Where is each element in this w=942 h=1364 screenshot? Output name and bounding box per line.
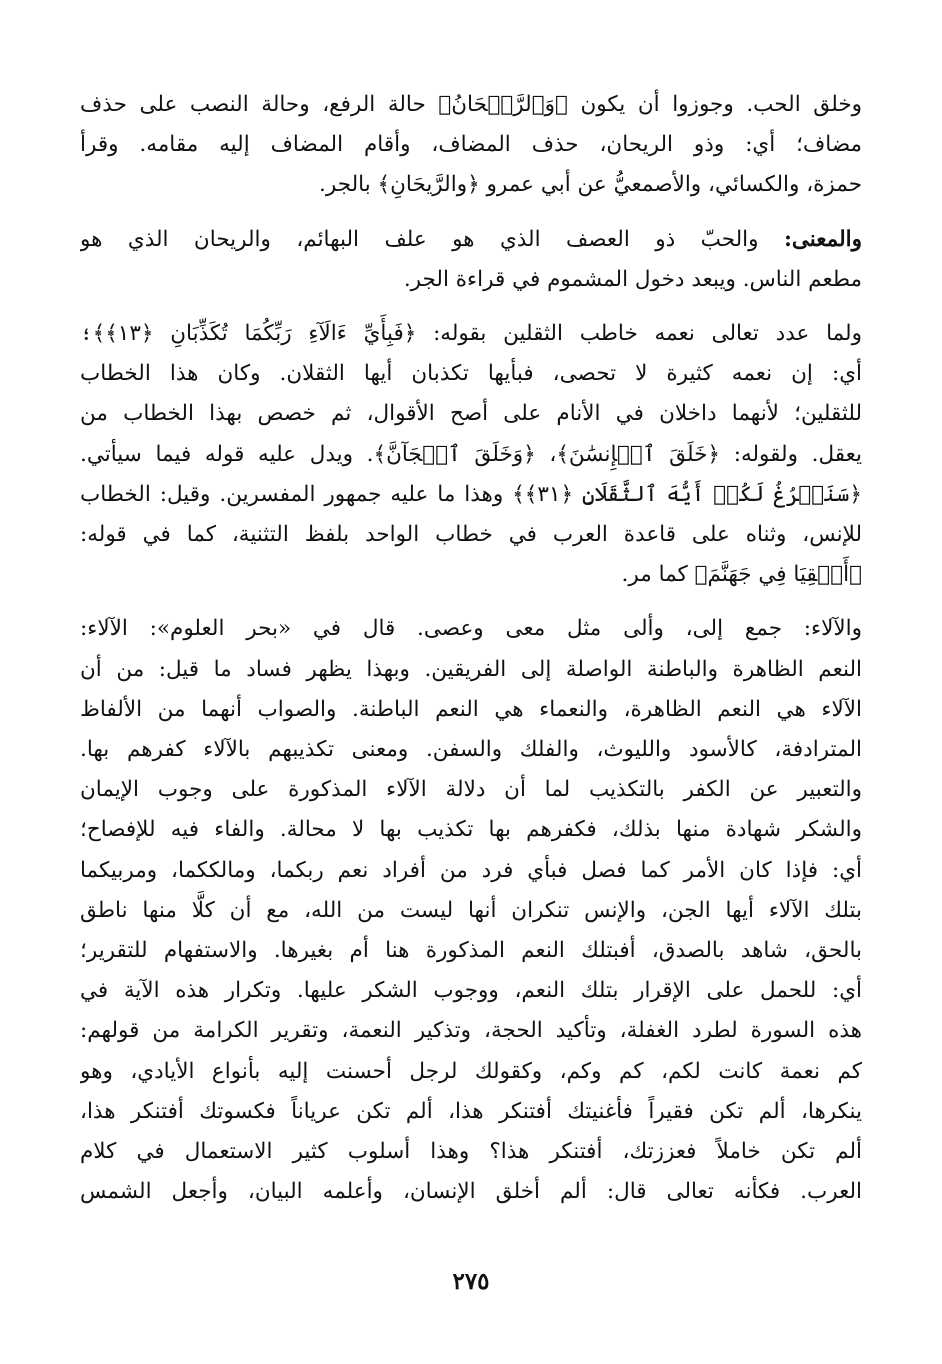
paragraph-4 <box>80 609 862 1212</box>
text-line: هذه السورة لطرد الغفلة، وتأكيد الحجة، وتذكير النعمة، وتقرير الكرامة من قولهم: <box>80 1018 862 1044</box>
text-line: ولما عدد تعالى نعمه خاطب الثقلين بقوله: ﴿فَبِأَيِّ ءَالَآءِ رَبِّكُمَا تُكَذِّبَانِ ﴿١٣﴾﴾؛ <box>80 321 862 347</box>
text-line: للإنس، وثناه على قاعدة العرب في خطاب الواحد بلفظ التثنية، كما في قوله: <box>80 522 862 548</box>
text-line: مطعم الناس. ويبعد دخول المشموم في قراءة الجر. <box>403 266 862 292</box>
text-line: بالحق، شاهد بالصدق، أفبتلك النعم المذكورة هنا أم بغيرها. والاستفهام للتقرير؛ <box>80 938 862 964</box>
text-line: ﴿سَنَفۡرُغُ لَكُمۡ أَيُّهَ ٱلثَّقَلَانِ ﴿٣١﴾﴾ وهذا ما عليه جمهور المفسرين. وقيل: الخطاب <box>80 481 862 507</box>
text-line: أي: فإذا كان الأمر كما فصل فبأي فرد من أفراد نعم ربكما، ومالككما، ومربيكما <box>80 857 862 883</box>
text-line: مضاف؛ أي: وذو الريحان، حذف المضاف، وأقام المضاف إليه مقامه. وقرأ <box>80 132 862 158</box>
text-line: حمزة، والكسائي، والأصمعيُّ عن أبي عمرو ﴿والرَّيحَانِ﴾ بالجر. <box>319 172 862 198</box>
text-line: المترادفة، كالأسود والليوث، والفلك والسفن. ومعنى تكذيبهم بالآلاء كفرهم بها. <box>80 737 862 763</box>
page-number: ٢٧٥ <box>452 1268 490 1295</box>
text-line: النعم الظاهرة والباطنة الواصلة إلى الفريقين. وبهذا يظهر فساد ما قيل: من أن <box>80 656 862 682</box>
text-line: أي: إن نعمه كثيرة لا تحصى، فبأيها تكذبان أيها الثقلان. وكان هذا الخطاب <box>80 361 862 387</box>
text-line: يعقل. ولقوله: ﴿خَلَقَ ٱلۡإِنسَٰنَ﴾، ﴿وَخَلَقَ ٱلۡجَآنَّ﴾. ويدل عليه قوله فيما سيأتي. <box>80 441 862 467</box>
text-line: ينكرها، ألم تكن فقيراً فأغنيتك أفتنكر هذا، ألم تكن عرياناً فكسوتك أفتنكر هذا، <box>80 1098 862 1124</box>
text-line <box>80 220 862 260</box>
paragraph-2 <box>80 220 862 300</box>
text-line: ألم تكن خاملاً فعززتك، أفتنكر هذا؟ وهذا أسلوب كثير الاستعمال في كلام <box>80 1139 862 1165</box>
paragraph-3 <box>80 314 862 595</box>
paragraph-1 <box>80 85 862 206</box>
text-line: الآلاء هي النعم الظاهرة، والنعماء هي النعم الباطنة. والصواب أنهما من الألفاظ <box>80 696 862 722</box>
text-line: بتلك الآلاء أيها الجن، والإنس تنكران أنها ليست من الله، مع أن كلًّا منها ناطق <box>80 897 862 923</box>
text-line: والآلاء: جمع إلى، وألى مثل معى وعصى. قال في «بحر العلوم»: الآلاء: <box>80 616 862 642</box>
document-body <box>80 85 862 1226</box>
text-line: للثقلين؛ لأنهما داخلان في الأنام على أصح الأقوال، ثم خصص بهذا الخطاب من <box>80 401 862 427</box>
text-line: وخلق الحب. وجوزوا أن يكون ﴿وَٱلرَّيۡحَانُ﴾ حالة الرفع، وحالة النصب على حذف <box>80 92 862 117</box>
text-line: والتعبير عن الكفر بالتكذيب لما أن دلالة الآلاء المذكورة على وجوب الإيمان <box>80 777 862 803</box>
text-line: أي: للحمل على الإقرار بتلك النعم، ووجوب الشكر عليها. وتكرار هذه الآية في <box>80 978 862 1004</box>
text-segment: والحبّ ذو العصف الذي هو علف البهائم، والريحان الذي هو <box>80 226 784 252</box>
text-line: ﴿أَلۡقِيَا فِي جَهَنَّمَ﴾ كما مر. <box>621 562 862 588</box>
text-line: والشكر شهادة منها بذلك، فكفرهم بها تكذيب بها لا محالة. والفاء فيه للإفصاح؛ <box>80 817 862 843</box>
text-line: كم نعمة كانت لكم، كم وكم، وكقولك لرجل أحسنت إليه بأنواع الأيادي، وهو <box>80 1058 862 1084</box>
text-line: العرب. فكأنه تعالى قال: ألم أخلق الإنسان، وأعلمه البيان، وأجعل الشمس <box>80 1179 862 1205</box>
meaning-lead: والمعنى: <box>783 226 862 252</box>
